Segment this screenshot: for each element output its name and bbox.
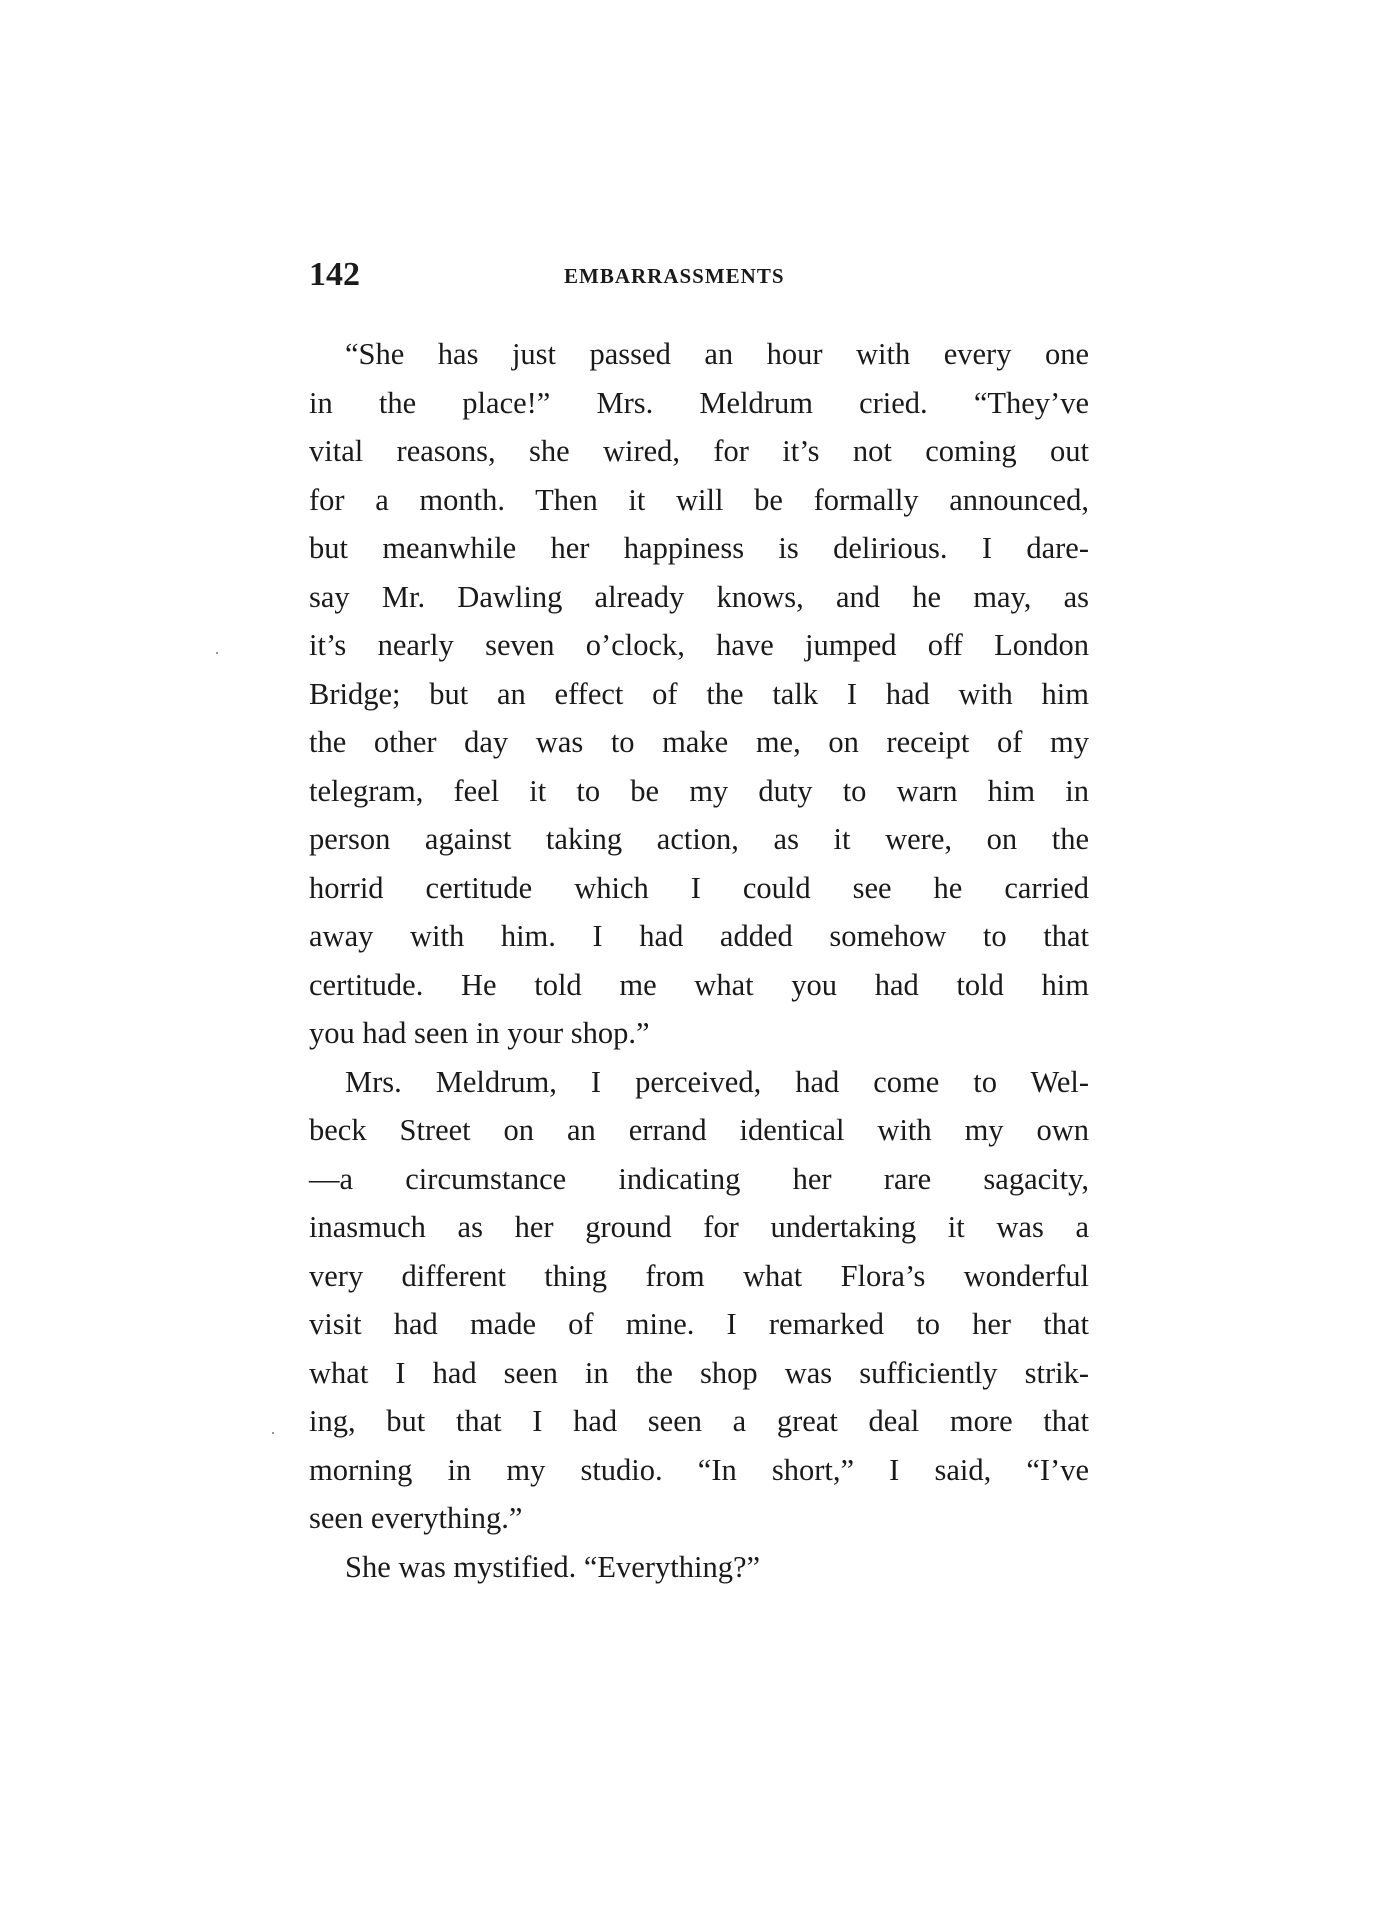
text-line: seen everything.” xyxy=(309,1501,523,1535)
text-line: you had seen in your shop.” xyxy=(309,1016,650,1050)
margin-speck xyxy=(216,652,218,654)
page-number: 142 xyxy=(309,256,360,293)
text-line: but meanwhile her happiness is delirious. I dare- xyxy=(309,531,1089,565)
text-line: “She has just passed an hour with every one xyxy=(345,337,1089,371)
text-line: Mrs. Meldrum, I perceived, had come to Wel- xyxy=(345,1064,1089,1099)
running-title: EMBARRASSMENTS xyxy=(564,264,785,288)
text-line: ing, but that I had seen a great deal more that xyxy=(309,1404,1089,1438)
text-line: it’s nearly seven o’clock, have jumped off London xyxy=(309,628,1089,662)
text-line: beck Street on an errand identical with my own xyxy=(309,1113,1089,1147)
text-line: telegram, feel it to be my duty to warn him in xyxy=(309,773,1089,808)
text-line: horrid certitude which I could see he carried xyxy=(309,870,1089,905)
running-head xyxy=(309,255,1089,295)
text-line: certitude. He told me what you had told him xyxy=(309,967,1089,1002)
text-line: morning in my studio. “In short,” I said, “I’ve xyxy=(309,1452,1089,1487)
text-line: what I had seen in the shop was sufficiently strik- xyxy=(309,1355,1089,1390)
text-line: Bridge; but an effect of the talk I had with him xyxy=(309,676,1089,711)
text-line: person against taking action, as it were, on the xyxy=(309,822,1089,856)
text-line: inasmuch as her ground for undertaking it was a xyxy=(309,1210,1089,1244)
text-line: for a month. Then it will be formally announced, xyxy=(309,482,1089,517)
body-text xyxy=(309,330,1089,1591)
text-line: away with him. I had added somehow to that xyxy=(309,919,1089,953)
text-line: very different thing from what Flora’s wonderful xyxy=(309,1258,1089,1293)
text-line: —a circumstance indicating her rare sagacity, xyxy=(309,1161,1089,1196)
text-line: say Mr. Dawling already knows, and he may, as xyxy=(309,579,1089,614)
text-line: in the place!” Mrs. Meldrum cried. “They’ve xyxy=(309,385,1089,420)
text-line: visit had made of mine. I remarked to her that xyxy=(309,1307,1089,1341)
margin-speck xyxy=(272,1432,274,1434)
text-line: She was mystified. “Everything?” xyxy=(345,1549,761,1584)
text-line: the other day was to make me, on receipt of my xyxy=(309,725,1089,759)
text-line: vital reasons, she wired, for it’s not coming out xyxy=(309,434,1089,468)
